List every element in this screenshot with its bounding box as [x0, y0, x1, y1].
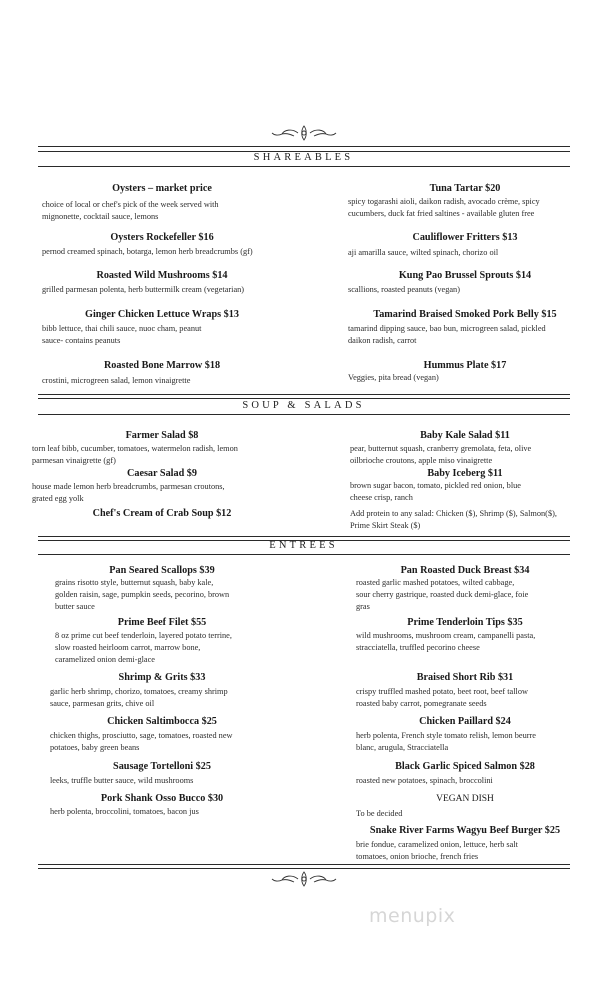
item-name: Baby Iceberg $11 [427, 468, 503, 479]
item-description: brie fondue, caramelized onion, lettuce, herb salt [356, 840, 518, 849]
item-description: cucumbers, duck fat fried saltines - available gluten free [348, 209, 535, 218]
salad-protein-note: Prime Skirt Steak ($) [350, 521, 421, 530]
menu-item [345, 672, 585, 684]
menu-item [345, 793, 585, 805]
menu-item [345, 270, 585, 282]
divider [38, 166, 570, 167]
item-name: Sausage Tortelloni $25 [113, 761, 211, 772]
item-description: chicken thighs, prosciutto, sage, tomatoes, roasted new [50, 731, 233, 740]
item-name: Roasted Bone Marrow $18 [103, 360, 221, 371]
item-description: sour cherry gastrique, roasted duck demi-glace, foie [356, 590, 529, 599]
item-description: leeks, truffle butter sauce, wild mushrooms [50, 776, 194, 785]
item-description: parmesan vinaigrette (gf) [32, 456, 116, 465]
item-description: golden raisin, sage, pumpkin seeds, pecorino, brown [55, 590, 230, 599]
item-description: potatoes, baby green beans [50, 743, 140, 752]
divider [38, 414, 570, 415]
menu-item [42, 565, 282, 577]
menu-item [42, 360, 282, 372]
menu-item [345, 183, 585, 195]
menu-item [345, 565, 585, 577]
item-name: Shrimp & Grits $33 [118, 672, 206, 683]
divider [38, 536, 570, 537]
menu-item [345, 430, 585, 442]
item-description: brown sugar bacon, tomato, pickled red onion, blue [350, 481, 521, 490]
divider [38, 554, 570, 555]
item-name: Braised Short Rib $31 [416, 672, 514, 683]
divider [38, 146, 570, 147]
item-name: Baby Kale Salad $11 [420, 430, 510, 441]
item-description: herb polenta, French style tomato relish, lemon beurre [356, 731, 536, 740]
section-title-shareables: SHAREABLES [253, 152, 354, 163]
item-description: spicy togarashi aioli, daikon radish, avocado crème, spicy [348, 197, 540, 206]
menu-item [42, 508, 282, 520]
item-description: stracciatella, truffled pecorino cheese [356, 643, 480, 652]
menu-item [42, 430, 282, 442]
menu-item [345, 468, 585, 480]
item-description: wild mushrooms, mushroom cream, campanelli pasta, [356, 631, 536, 640]
section-title-entrees: ENTREES [269, 540, 338, 551]
item-description: pernod creamed spinach, botarga, lemon herb breadcrumbs (gf) [42, 247, 253, 256]
item-description: blanc, arugula, Stracciatella [356, 743, 449, 752]
bottom-ornament [268, 868, 340, 890]
menu-item [42, 793, 282, 805]
item-name: Chef's Cream of Crab Soup $12 [92, 508, 232, 519]
menu-item [42, 468, 282, 480]
item-description: choice of local or chef's pick of the week served with [42, 200, 219, 209]
item-description: daikon radish, carrot [348, 336, 417, 345]
item-name: Snake River Farms Wagyu Beef Burger $25 [369, 825, 561, 836]
item-name: Ginger Chicken Lettuce Wraps $13 [85, 309, 239, 320]
item-description: crostini, microgreen salad, lemon vinaigrette [42, 376, 191, 385]
item-description: caramelized onion demi-glace [55, 655, 155, 664]
item-description: grains risotto style, butternut squash, baby kale, [55, 578, 214, 587]
menu-item [42, 183, 282, 195]
item-name: Chicken Saltimbocca $25 [107, 716, 217, 727]
item-description: roasted garlic mashed potatoes, wilted cabbage, [356, 578, 515, 587]
item-description: herb polenta, broccolini, tomatoes, bacon jus [50, 807, 199, 816]
item-name: Oysters Rockefeller $16 [110, 232, 214, 243]
item-description: gras [356, 602, 370, 611]
item-description: garlic herb shrimp, chorizo, tomatoes, creamy shrimp [50, 687, 228, 696]
item-description: aji amarilla sauce, wilted spinach, chorizo oil [348, 248, 499, 257]
item-name: Tuna Tartar $20 [429, 183, 501, 194]
watermark: menupix [369, 905, 456, 927]
item-description: slow roasted heirloom carrot, marrow bone, [55, 643, 201, 652]
item-description: butter sauce [55, 602, 95, 611]
item-description: bibb lettuce, thai chili sauce, nuoc cham, peanut [42, 324, 202, 333]
item-name: Chicken Paillard $24 [419, 716, 511, 727]
item-description: sauce- contains peanuts [42, 336, 121, 345]
item-description: torn leaf bibb, cucumber, tomatoes, watermelon radish, lemon [32, 444, 238, 453]
item-description: sauce, parmesan grits, chive oil [50, 699, 155, 708]
item-name: Pork Shank Osso Bucco $30 [100, 793, 224, 804]
menu-item [345, 360, 585, 372]
item-name: Pan Roasted Duck Breast $34 [400, 565, 530, 576]
menu-item [42, 270, 282, 282]
menu-item [42, 617, 282, 629]
menu-item [345, 309, 585, 321]
item-name: VEGAN DISH [436, 794, 494, 804]
divider [38, 864, 570, 865]
item-description: grilled parmesan polenta, herb buttermilk cream (vegetarian) [42, 285, 245, 294]
item-description: cheese crisp, ranch [350, 493, 413, 502]
item-description: mignonette, cocktail sauce, lemons [42, 212, 159, 221]
item-name: Cauliflower Fritters $13 [412, 232, 518, 243]
item-description: roasted baby carrot, pomegranate seeds [356, 699, 487, 708]
item-description: house made lemon herb breadcrumbs, parmesan croutons, [32, 482, 225, 491]
section-title-soup-salads: SOUP & SALADS [242, 400, 365, 411]
item-description: scallions, roasted peanuts (vegan) [348, 285, 460, 294]
item-name: Farmer Salad $8 [125, 430, 199, 441]
item-description: oilbrioche croutons, apple miso vinaigrette [350, 456, 493, 465]
item-description: To be decided [356, 809, 403, 818]
menu-item [330, 825, 600, 837]
divider [38, 398, 570, 399]
item-description: grated egg yolk [32, 494, 84, 503]
item-description: crispy truffled mashed potato, beet root, beef tallow [356, 687, 528, 696]
item-description: Veggies, pita bread (vegan) [348, 373, 439, 382]
item-description: roasted new potatoes, spinach, broccolini [356, 776, 493, 785]
item-name: Caesar Salad $9 [127, 468, 197, 479]
menu-item [345, 761, 585, 773]
menu-item [42, 232, 282, 244]
divider [38, 394, 570, 395]
item-name: Prime Tenderloin Tips $35 [407, 617, 523, 628]
item-description: pear, butternut squash, cranberry gremolata, feta, olive [350, 444, 532, 453]
item-name: Black Garlic Spiced Salmon $28 [395, 761, 535, 772]
menu-item [42, 761, 282, 773]
top-ornament [268, 122, 340, 146]
menu-item [345, 232, 585, 244]
item-name: Hummus Plate $17 [423, 360, 507, 371]
menu-item [42, 716, 282, 728]
menu-item [345, 617, 585, 629]
item-name: Kung Pao Brussel Sprouts $14 [398, 270, 532, 281]
menu-item [42, 309, 282, 321]
item-name: Pan Seared Scallops $39 [109, 565, 215, 576]
item-description: 8 oz prime cut beef tenderloin, layered potato terrine, [55, 631, 232, 640]
salad-protein-note: Add protein to any salad: Chicken ($), Shrimp ($), Salmon($), [350, 509, 557, 518]
item-name: Oysters – market price [112, 183, 212, 194]
item-description: tomatoes, onion brioche, french fries [356, 852, 479, 861]
item-name: Prime Beef Filet $55 [117, 617, 207, 628]
item-description: tamarind dipping sauce, bao bun, microgreen salad, pickled [348, 324, 546, 333]
item-name: Tamarind Braised Smoked Pork Belly $15 [373, 309, 557, 320]
item-name: Roasted Wild Mushrooms $14 [96, 270, 228, 281]
menu-item [345, 716, 585, 728]
menu-item [42, 672, 282, 684]
